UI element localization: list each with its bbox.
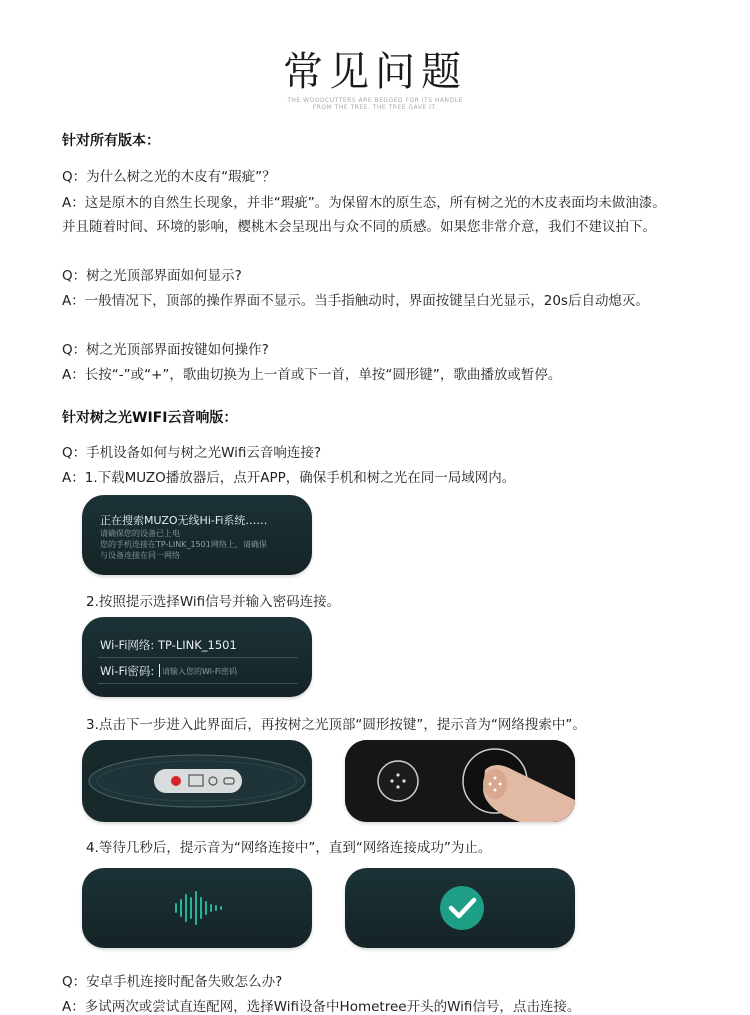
- divider: [98, 657, 298, 658]
- connected-status-screenshot: [345, 868, 575, 948]
- step-3-text: 3.点击下一步进入此界面后，再按树之光顶部“圆形按键”，提示音为“网络搜索中”。: [86, 717, 586, 733]
- searching-hint-3: 与设备连接在同一网络: [100, 551, 180, 560]
- question-2: Q：树之光顶部界面如何显示?: [62, 268, 242, 284]
- connecting-status-screenshot: [82, 868, 312, 948]
- page-title: 常见问题: [283, 49, 467, 95]
- step-2-text: 2.按照提示选择Wifi信号并输入密码连接。: [86, 594, 341, 610]
- answer-wifi-step-1: A：1.下载MUZO播放器后，点开APP，确保手机和树之光在同一局域网内。: [62, 470, 516, 486]
- subtitle-line-1: THE WOODCUTTERS ARE BEGGED FOR ITS HANDLE: [287, 97, 463, 104]
- section-heading-wifi: 针对树之光WIFI云音响版：: [62, 410, 238, 426]
- checkmark-icon: [345, 868, 575, 948]
- wifi-network-label: Wi-Fi网络: TP-LINK_1501: [100, 638, 237, 652]
- wifi-password-field: 请输入您的Wi-Fi密码: [162, 667, 238, 676]
- searching-title: 正在搜索MUZO无线Hi-Fi系统……: [100, 514, 268, 527]
- device-top-photo: [82, 740, 312, 822]
- sound-wave-icon: [82, 868, 312, 948]
- question-wifi: Q：手机设备如何与树之光Wifi云音响连接?: [62, 445, 322, 461]
- divider: [98, 683, 298, 684]
- answer-1-line-2: 并且随着时间、环境的影响，樱桃木会呈现出与众不同的质感。如果您非常介意，我们不建议拍下。: [62, 219, 656, 235]
- answer-android: A：多试两次或尝试直连配网，选择Wifi设备中Hometree开头的Wifi信号，点击连接。: [62, 999, 581, 1015]
- searching-hint-2: 您的手机连接在TP-LINK_1501网络上，请确保: [100, 540, 267, 549]
- touch-button-illustration: [345, 740, 575, 822]
- question-1: Q：为什么树之光的木皮有“瑕疵”？: [62, 169, 276, 185]
- step-4-text: 4.等待几秒后，提示音为“网络连接中”，直到“网络连接成功”为止。: [86, 840, 492, 856]
- searching-hint-1: 请确保您的设备已上电: [100, 529, 180, 538]
- question-android: Q：安卓手机连接时配备失败怎么办?: [62, 974, 283, 990]
- device-top-illustration: [82, 740, 312, 822]
- answer-1-line-1: A：这是原木的自然生长现象，并非“瑕疵”。为保留木的原生态，所有树之光的木皮表面均未做油漆。: [62, 195, 666, 211]
- answer-2: A：一般情况下，顶部的操作界面不显示。当手指触动时，界面按键呈白光显示，20s后自动熄灭。: [62, 293, 649, 309]
- wifi-password-label: Wi-Fi密码:: [100, 664, 155, 678]
- wifi-credentials-screenshot: [82, 617, 312, 697]
- text-cursor: [159, 664, 160, 677]
- section-heading-all-versions: 针对所有版本：: [62, 133, 160, 149]
- question-3: Q：树之光顶部界面按键如何操作?: [62, 342, 269, 358]
- touch-button-photo: [345, 740, 575, 822]
- subtitle-line-2: FROM THE TREE. THE TREE GAVE IT.: [312, 104, 438, 111]
- answer-3: A：长按“-”或“+”，歌曲切换为上一首或下一首，单按“圆形键”，歌曲播放或暂停。: [62, 367, 562, 383]
- app-searching-screenshot: [82, 495, 312, 575]
